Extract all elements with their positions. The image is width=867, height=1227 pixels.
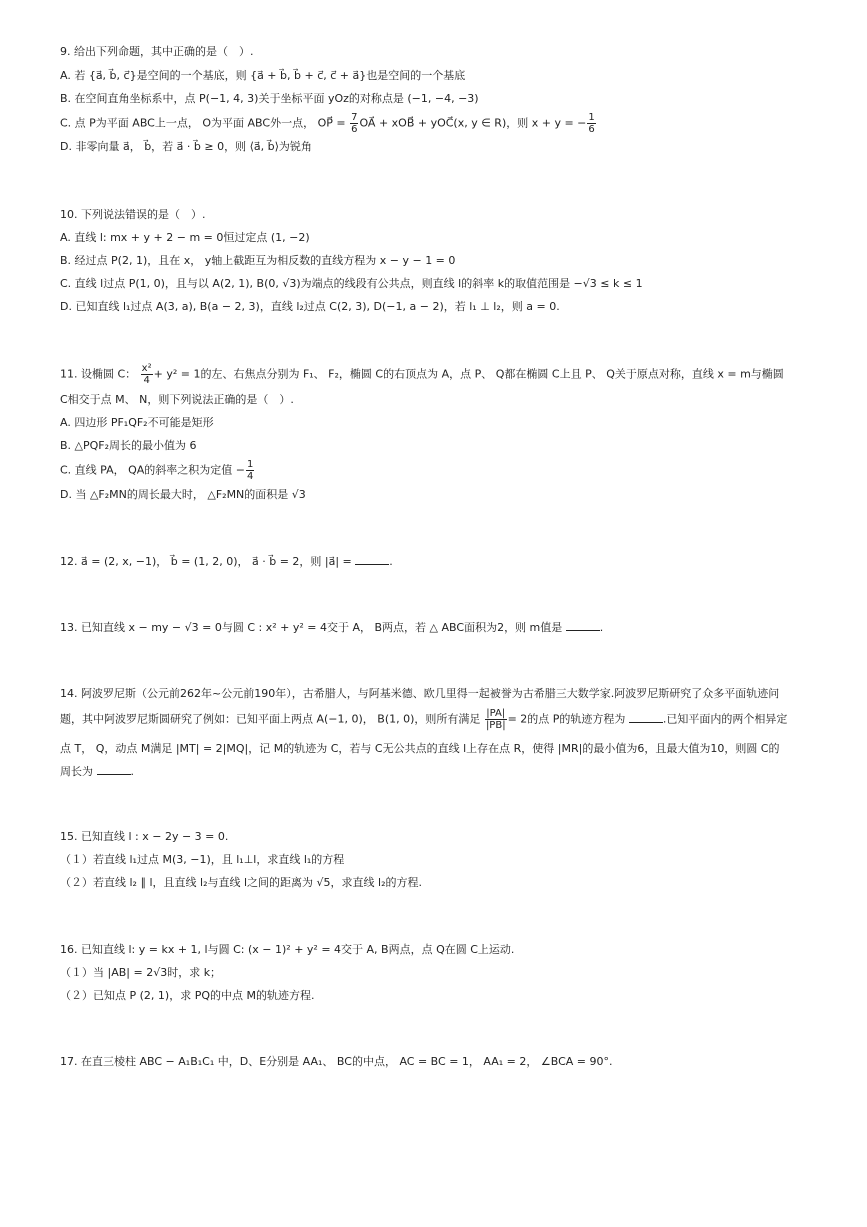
q15-stem: 15. 已知直线 l : x − 2y − 3 = 0. [60,830,229,843]
q9-c-fraction-2 [587,112,595,135]
q10-option-a: A. 直线 l: mx + y + 2 − m = 0恒过定点 (1, −2) [60,231,310,244]
q10-option-d: D. 已知直线 l₁过点 A(3, a), B(a − 2, 3)，直线 l₂过点 C(2, 3), D(−1, a − 2)，若 l₁ ⊥ l₂，则 a = 0. [60,300,560,313]
q12-tail: . [389,555,393,568]
q11-stem-line2: C相交于点 M、 N，则下列说法正确的是（ ）. [60,393,294,406]
q11-option-d: D. 当 △F₂MN的周长最大时， △F₂MN的面积是 √3 [60,488,306,501]
q12 [60,554,393,570]
q12-text: 12. a⃗ = (2, x, −1)， b⃗ = (1, 2, 0)， a⃗ · b⃗ = 2，则 |a⃗| = [60,555,356,568]
q11-c-frac-num: 1 [247,459,254,470]
q15-part2: （２）若直线 l₂ ∥ l，且直线 l₂与直线 l之间的距离为 √5，求直线 l₂的方程. [60,876,422,889]
q14-line3: 点 T， Q，动点 M满足 |MT| = 2|MQ|，记 M的轨迹为 C，若与 C无公共点的直线 l上存在点 R，使得 |MR|的最小值为6，且最大值为10，则圆 C的 [60,742,780,755]
q11-frac-num: x² [141,363,152,374]
q9-option-d: D. 非零向量 a⃗， b⃗，若 a⃗ · b⃗ ≥ 0，则 ⟨a⃗, b⃗⟩为锐角 [60,140,312,153]
q9-c-frac-num: 7 [351,112,358,123]
q14-frac-num: |PA| [486,708,506,719]
q9-c-fraction [350,112,358,135]
q10-stem: 10. 下列说法错误的是（ ）. [60,208,206,221]
q9-option-c [60,112,597,135]
q11-c-frac-den: 4 [247,471,254,482]
q14-line2-post: = 2的点 P的轨迹方程为 [507,712,629,726]
q9-stem: 9. 给出下列命题，其中正确的是（ ）. [60,45,254,58]
q14-line2 [60,708,787,731]
q13-text: 13. 已知直线 x − my − √3 = 0与圆 C : x² + y² = 4交于 A， B两点，若 △ ABC面积为2，则 m值是 [60,621,566,634]
q9-option-c-mid: OA⃗ + xOB⃗ + yOC⃗(x, y ∈ R)，则 x + y = − [359,116,587,130]
q16-part2: （２）已知点 P (2, 1)，求 PQ的中点 M的轨迹方程. [60,989,315,1002]
q14-line1: 14. 阿波罗尼斯（公元前262年~公元前190年），古希腊人，与阿基米德、欧几里得一起被誉为古希腊三大数学家.阿波罗尼斯研究了众多平面轨迹问 [60,687,780,700]
q10-option-c: C. 直线 l过点 P(1, 0)，且与以 A(2, 1), B(0, √3)为端点的线段有公共点，则直线 l的斜率 k的取值范围是 −√3 ≤ k ≤ 1 [60,277,643,290]
q14-line4-tail: . [130,765,134,778]
q11-c-fraction [246,459,254,482]
q14-answer-blank-2 [97,764,131,775]
q9-c-frac2-den: 6 [588,124,595,135]
q9-c-frac-den: 6 [351,124,358,135]
q11-stem-post: + y² = 1的左、右焦点分别为 F₁、 F₂，椭圆 C的右顶点为 A，点 P、 Q都在椭圆 C上且 P、 Q关于原点对称，直线 x = m与椭圆 [153,367,784,381]
q14-line4-pre: 周长为 [60,765,97,778]
q9-c-frac2-num: 1 [588,112,595,123]
q13-answer-blank [566,620,600,631]
q11-fraction [141,363,153,386]
q11-option-b: B. △PQF₂周长的最小值为 6 [60,439,197,452]
q9-option-b: B. 在空间直角坐标系中，点 P(−1, 4, 3)关于坐标平面 yOz的对称点是 (−1, −4, −3) [60,92,479,105]
q11-option-c [60,459,255,482]
q14-answer-blank-1 [629,712,663,723]
q11-option-a: A. 四边形 PF₁QF₂不可能是矩形 [60,416,214,429]
q12-answer-blank [355,554,389,565]
q16-stem: 16. 已知直线 l: y = kx + 1, l与圆 C: (x − 1)² + y² = 4交于 A, B两点，点 Q在圆 C上运动. [60,943,515,956]
q11-stem-pre: 11. 设椭圆 C： [60,367,140,381]
q11-frac-den: 4 [143,375,150,386]
q13-tail: . [599,621,604,634]
q16-part1: （１）当 |AB| = 2√3时，求 k； [60,966,222,979]
q14-line2-pre: 题，其中阿波罗尼斯圆研究了例如：已知平面上两点 A(−1, 0)， B(1, 0)，则所有满足 [60,712,484,726]
q14-frac-den: |PB| [485,720,506,731]
q14-fraction [485,708,507,731]
q9-option-c-pre: C. 点 P为平面 ABC上一点， O为平面 ABC外一点， OP⃗ = [60,116,350,130]
q14-line4 [60,764,134,780]
q11-stem [60,363,784,386]
q17-stem: 17. 在直三棱柱 ABC − A₁B₁C₁ 中，D、E分别是 AA₁、 BC的中点， AC = BC = 1， AA₁ = 2， ∠BCA = 90°. [60,1055,613,1068]
q14-line2-tail: .已知平面内的两个相异定 [662,712,788,726]
q9-option-a: A. 若 {a⃗, b⃗, c⃗}是空间的一个基底，则 {a⃗ + b⃗, b⃗ + c⃗, c⃗ + a⃗}也是空间的一个基底 [60,69,466,82]
q15-part1: （１）若直线 l₁过点 M(3, −1)，且 l₁⊥l，求直线 l₁的方程 [60,853,345,866]
q10-option-b: B. 经过点 P(2, 1)，且在 x， y轴上截距互为相反数的直线方程为 x − y − 1 = 0 [60,254,456,267]
q11-option-c-pre: C. 直线 PA， QA的斜率之积为定值 − [60,463,246,477]
q13 [60,620,603,636]
